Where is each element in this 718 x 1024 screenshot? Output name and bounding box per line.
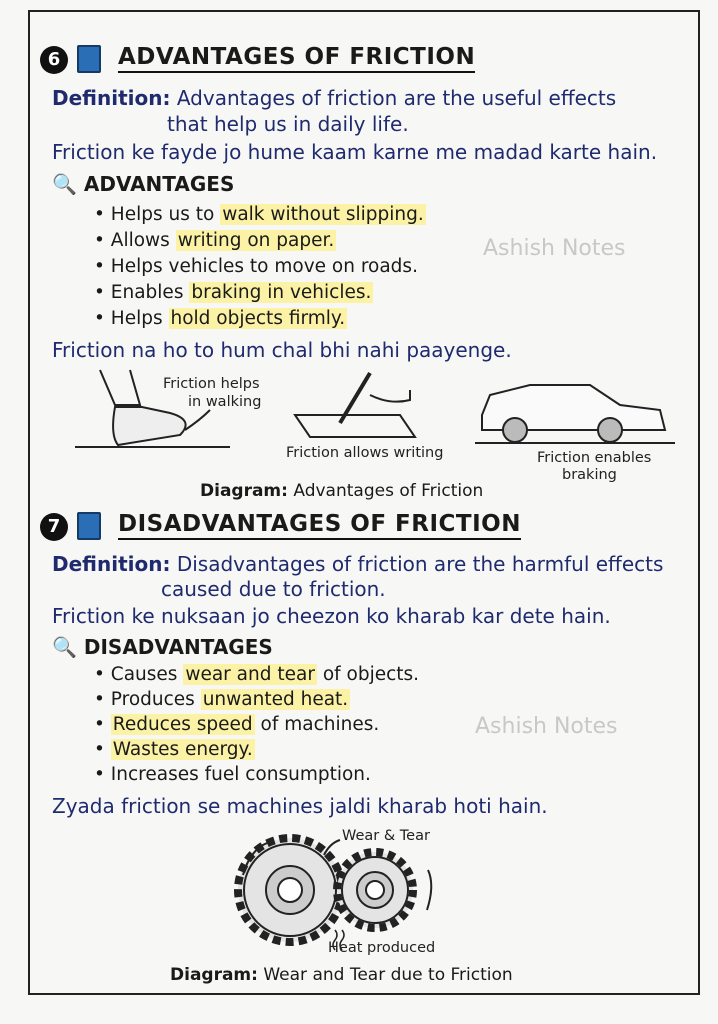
- definition: Definition: Disadvantages of friction are the harmful effects: [52, 552, 664, 576]
- magnifier-icon: 🔍: [52, 172, 77, 196]
- section-number: 7: [40, 513, 68, 541]
- definition: Definition: Advantages of friction are the useful effects: [52, 86, 617, 110]
- section-title: DISADVANTAGES OF FRICTION: [118, 511, 521, 540]
- hinglish-line: Friction ke nuksaan jo cheezon ko kharab kar dete hain.: [52, 604, 611, 628]
- label-heat: Heat produced: [328, 940, 436, 956]
- writing-illustration: [295, 373, 415, 437]
- label-braking-2: braking: [562, 467, 617, 483]
- list-item: • Produces unwanted heat.: [94, 689, 349, 710]
- label-walking-2: in walking: [188, 394, 262, 410]
- section-number: 6: [40, 46, 68, 74]
- list-item: • Helps us to walk without slipping.: [94, 204, 424, 225]
- diagram-caption: Diagram: Advantages of Friction: [200, 481, 484, 501]
- label-writing: Friction allows writing: [286, 445, 444, 461]
- list-heading: 🔍 ADVANTAGES: [52, 172, 235, 196]
- book-icon: [77, 512, 101, 540]
- list-item: • Wastes energy.: [94, 739, 253, 760]
- car-illustration: [475, 385, 675, 443]
- hinglish-line: Friction ke fayde jo hume kaam karne me madad karte hain.: [52, 140, 658, 164]
- watermark: Ashish Notes: [483, 236, 626, 261]
- diagram-caption: Diagram: Wear and Tear due to Friction: [170, 965, 513, 985]
- list-item: • Helps hold objects firmly.: [94, 308, 346, 329]
- watermark: Ashish Notes: [475, 714, 618, 739]
- list-item: • Enables braking in vehicles.: [94, 282, 372, 303]
- list-item: • Allows writing on paper.: [94, 230, 335, 251]
- note-line: Friction na ho to hum chal bhi nahi paayenge.: [52, 338, 512, 362]
- book-icon: [77, 45, 101, 73]
- section-title: ADVANTAGES OF FRICTION: [118, 44, 475, 73]
- label-wear-tear: Wear & Tear: [342, 828, 430, 844]
- list-item: • Increases fuel consumption.: [94, 764, 371, 785]
- definition-cont: that help us in daily life.: [167, 112, 409, 136]
- list-item: • Causes wear and tear of objects.: [94, 664, 420, 685]
- list-item: • Reduces speed of machines.: [94, 714, 380, 735]
- list-item: • Helps vehicles to move on roads.: [94, 256, 418, 277]
- magnifier-icon: 🔍: [52, 635, 77, 659]
- list-heading: 🔍 DISADVANTAGES: [52, 635, 273, 659]
- label-braking: Friction enables: [537, 450, 652, 466]
- gears-diagram: [225, 825, 445, 955]
- label-walking: Friction helps: [163, 376, 260, 392]
- definition-cont: caused due to friction.: [161, 577, 386, 601]
- note-line: Zyada friction se machines jaldi kharab hoti hain.: [52, 794, 548, 818]
